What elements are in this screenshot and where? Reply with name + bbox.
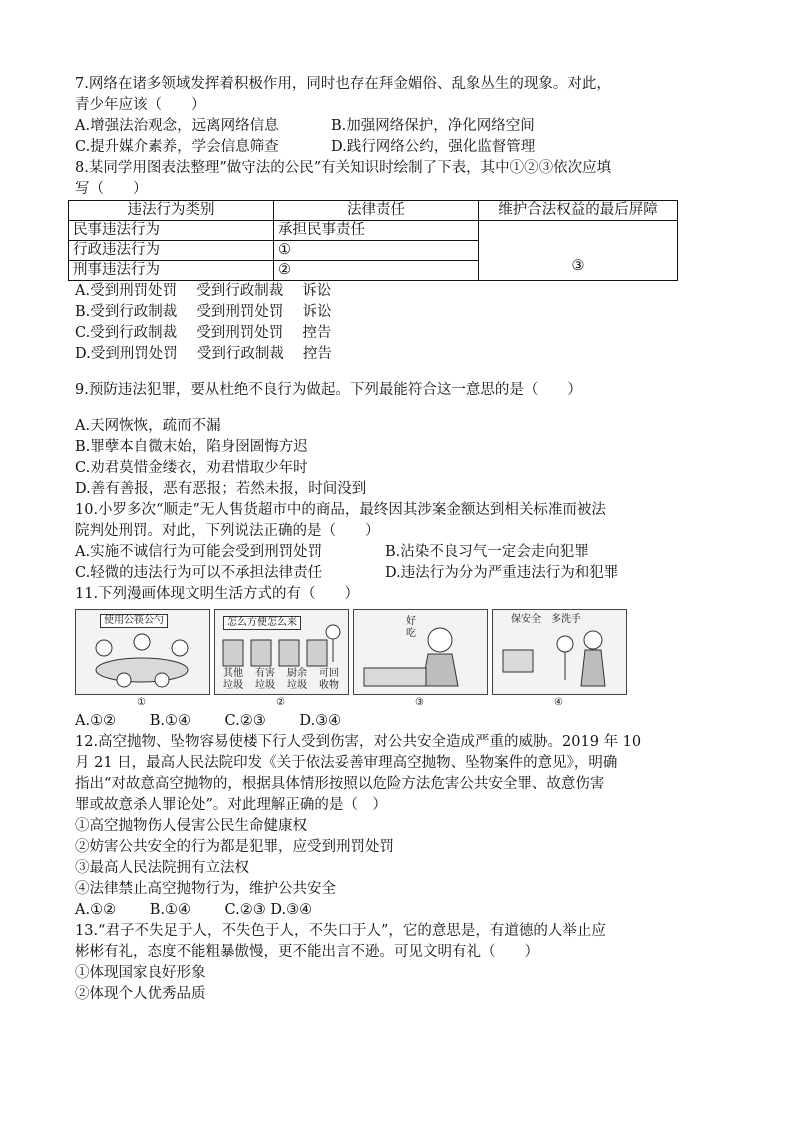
q7-stem-line2: 青少年应该（ ） <box>75 97 206 113</box>
spacer <box>75 365 685 380</box>
table-cell-civil-liability: 承担民事责任 <box>274 221 479 241</box>
q8-option-c: C.受到行政制裁 受到刑罚处罚 控告 <box>75 325 332 341</box>
q12-stem-line3: 指出“对故意高空抛物的，根据具体情形按照以危险方法危害公共安全罪、故意伤害 <box>75 776 605 792</box>
spacer <box>75 401 685 416</box>
q12-statement-2: ②妨害公共安全的行为都是犯罪，应受到刑罚处罚 <box>75 839 394 855</box>
comic-2-speech: 怎么方便怎么来 <box>223 616 301 630</box>
eating-wild-animal-illustration <box>354 610 487 694</box>
q10-option-b: B.沾染不良习气一定会走向犯罪 <box>385 544 589 560</box>
dining-family-illustration <box>76 610 209 694</box>
comic-panel-2 <box>214 609 347 711</box>
q10-options-row1 <box>75 542 685 563</box>
q10-stem-line1: 10.小罗多次“顺走”无人售货超市中的商品，最终因其涉案金额达到相关标准而被法 <box>75 502 606 518</box>
comic-1-number: ① <box>137 697 146 708</box>
bin-label: 有害 <box>255 668 275 679</box>
bin-label: 垃圾 <box>287 680 307 691</box>
q7-option-c: C.提升媒介素养，学会信息筛查 <box>75 139 279 155</box>
q11-stem: 11.下列漫画体现文明生活方式的有（ ） <box>75 586 360 602</box>
q10-option-d: D.违法行为分为严重违法行为和犯罪 <box>385 565 619 581</box>
table-header-category: 违法行为类别 <box>69 201 274 221</box>
q10-options-row2 <box>75 563 685 584</box>
q13-stem-line1: 13.“君子不失足于人，不失色于人，不失口于人”，它的意思是，有道德的人举止应 <box>75 923 606 939</box>
q8-stem-line1: 8.某同学用图表法整理”做守法的公民”有关知识时绘制了下表，其中①②③依次应填 <box>75 160 612 176</box>
q12-stem-line2: 月 21 日，最高人民法院印发《关于依法妥善审理高空抛物、坠物案件的意见》，明确 <box>75 755 618 771</box>
q13-statement-2: ②体现个人优秀品质 <box>75 986 206 1002</box>
q10-stem-line2: 院判处刑罚。对此，下列说法正确的是（ ） <box>75 523 380 539</box>
comic-panel-1 <box>75 609 208 711</box>
comic-3-speech: 好吃 <box>406 616 416 639</box>
table-cell-administrative: 行政违法行为 <box>69 241 274 261</box>
q12-statement-4: ④法律禁止高空抛物行为，维护公共安全 <box>75 881 336 897</box>
hand-washing-illustration <box>493 610 626 694</box>
q9-option-c: C.劝君莫惜金缕衣，劝君惜取少年时 <box>75 460 308 476</box>
q8-option-b: B.受到行政制裁 受到刑罚处罚 诉讼 <box>75 304 332 320</box>
bin-label: 收物 <box>319 680 339 691</box>
q10-option-a: A.实施不诚信行为可能会受到刑罚处罚 <box>75 544 323 560</box>
q12-statement-3: ③最高人民法院拥有立法权 <box>75 860 249 876</box>
q9-option-d: D.善有善报，恶有恶报；若然未报，时间没到 <box>75 481 367 497</box>
q7-options-row2 <box>75 137 685 158</box>
bin-label: 垃圾 <box>255 680 275 691</box>
comic-4-speech: 保安全 多洗手 <box>511 614 581 625</box>
comic-panel-4 <box>492 609 625 711</box>
q8-table <box>68 200 678 281</box>
comic-3-number: ③ <box>415 697 424 708</box>
q8-option-d: D.受到刑罚处罚 受到行政制裁 控告 <box>75 346 332 362</box>
q13-statement-1: ①体现国家良好形象 <box>75 965 206 981</box>
comic-1-speech: 使用公筷公勺 <box>100 614 168 628</box>
comic-image-3 <box>353 609 488 695</box>
q7-option-b: B.加强网络保护，净化网络空间 <box>331 118 535 134</box>
table-cell-criminal: 刑事违法行为 <box>69 261 274 281</box>
bin-label: 垃圾 <box>223 680 243 691</box>
q8-stem-line2: 写（ ） <box>75 181 148 197</box>
table-cell-blank3: ③ <box>479 221 678 281</box>
comic-image-4 <box>492 609 627 695</box>
q7-options-row1 <box>75 116 685 137</box>
exam-page <box>75 74 685 1005</box>
comic-panel-3 <box>353 609 486 711</box>
table-cell-civil: 民事违法行为 <box>69 221 274 241</box>
table-cell-blank1: ① <box>274 241 479 261</box>
table-header-liability: 法律责任 <box>274 201 479 221</box>
q12-statement-1: ①高空抛物伤人侵害公民生命健康权 <box>75 818 307 834</box>
q9-option-b: B.罪孽本自微末始，陷身囹圄悔方迟 <box>75 439 308 455</box>
q11-options: A.①② B.①④ C.②③ D.③④ <box>75 713 342 729</box>
q12-options: A.①② B.①④ C.②③ D.③④ <box>75 902 313 918</box>
bin-label: 可回 <box>319 668 339 679</box>
comic-2-number: ② <box>276 697 285 708</box>
bin-labels-row2 <box>223 680 339 692</box>
table-header-barrier: 维护合法权益的最后屏障 <box>479 201 678 221</box>
table-cell-blank2: ② <box>274 261 479 281</box>
q10-option-c: C.轻微的违法行为可以不承担法律责任 <box>75 565 323 581</box>
q7-option-d: D.践行网络公约，强化监督管理 <box>331 139 536 155</box>
q12-stem-line1: 12.高空抛物、坠物容易使楼下行人受到伤害，对公共安全造成严重的威胁。2019 年 10 <box>75 734 642 750</box>
bin-label: 其他 <box>223 668 243 679</box>
q7-option-a: A.增强法治观念，远离网络信息 <box>75 118 279 134</box>
q13-stem-line2: 彬彬有礼，态度不能粗暴傲慢，更不能出言不逊。可见文明有礼（ ） <box>75 944 539 960</box>
q9-stem: 9.预防违法犯罪，要从杜绝不良行为做起。下列最能符合这一意思的是（ ） <box>75 382 582 398</box>
comic-image-2 <box>214 609 349 695</box>
bin-label: 厨余 <box>287 668 307 679</box>
q11-comic-strip <box>75 609 627 711</box>
bin-labels-row1 <box>223 668 339 680</box>
q9-option-a: A.天网恢恢，疏而不漏 <box>75 418 221 434</box>
comic-image-1 <box>75 609 210 695</box>
q8-option-a: A.受到刑罚处罚 受到行政制裁 诉讼 <box>75 283 332 299</box>
q7-stem-line1: 7.网络在诸多领域发挥着积极作用，同时也存在拜金媚俗、乱象丛生的现象。对此， <box>75 76 611 92</box>
comic-4-number: ④ <box>554 697 563 708</box>
q12-stem-line4: 罪或故意杀人罪论处”。对此理解正确的是（ ） <box>75 797 387 813</box>
